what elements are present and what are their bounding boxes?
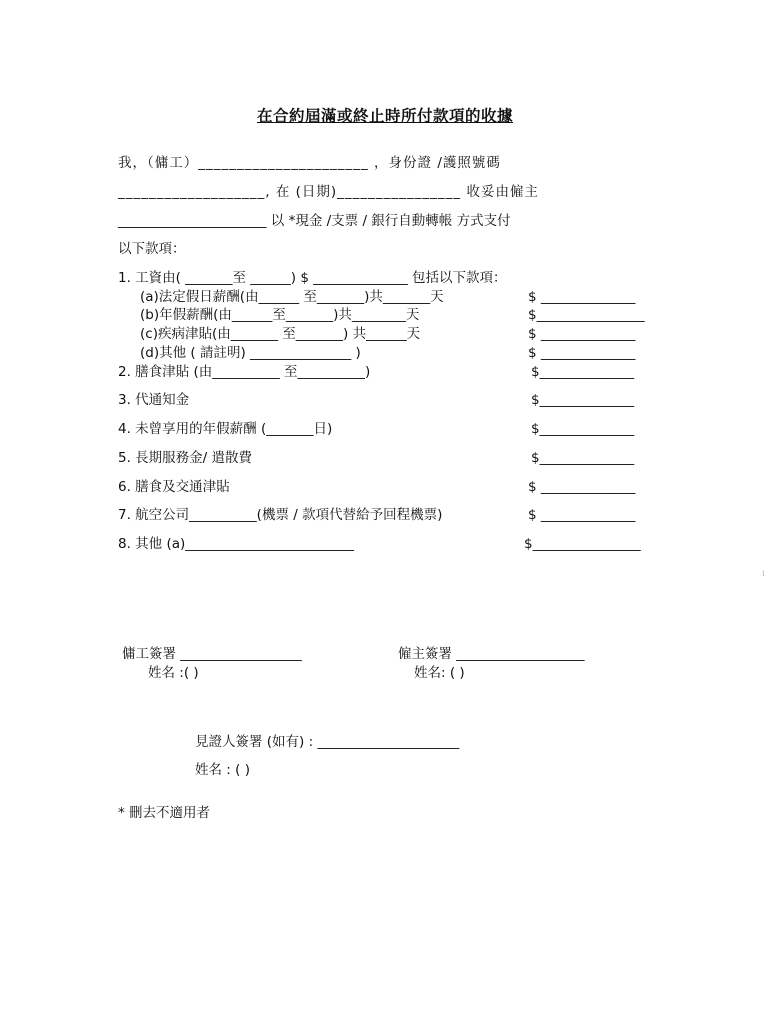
item-4-amount: $______________: [531, 421, 635, 437]
witness-signature: 見證人簽署 (如有) : _____________________: [195, 734, 460, 750]
item-1c-amount: $ ______________: [528, 326, 636, 342]
item-2-food-allowance: 2. 膳食津貼 (由__________ 至__________): [118, 364, 371, 380]
item-8-other: 8. 其他 (a)_________________________: [118, 536, 355, 552]
footnote: * 刪去不適用者: [118, 805, 211, 821]
employer-name: 姓名: ( ): [414, 665, 465, 681]
intro-line-2: ___________________, 在 (日期)________________ 收妥由僱主: [118, 184, 539, 200]
item-1d-amount: $ ______________: [528, 345, 636, 361]
item-4-untaken-leave-pay: 4. 未曾享用的年假薪酬 (_______日): [118, 421, 333, 437]
intro-line-3: ______________________ 以 *現金 /支票 / 銀行自動轉帳 方式支付: [118, 213, 511, 229]
item-1a-amount: $ ______________: [528, 289, 636, 305]
item-1c-sickness-allowance: (c)疾病津貼(由_______ 至_______) 共______天: [140, 326, 421, 342]
employer-signature: 僱主簽署 ___________________: [398, 646, 585, 662]
item-8-amount: $________________: [524, 536, 641, 552]
intro-line-4: 以下款項：: [118, 241, 186, 257]
item-5-long-service-payment: 5. 長期服務金/ 遣散費: [118, 450, 253, 466]
witness-name: 姓名 : ( ): [195, 762, 250, 778]
employee-signature: 傭工簽署 __________________: [122, 646, 302, 662]
item-1b-annual-leave-pay: (b)年假薪酬(由______至_______)共________天: [140, 307, 420, 323]
stray-mark: ⁞: [762, 569, 765, 578]
item-3-payment-in-lieu: 3. 代通知金: [118, 392, 190, 408]
item-5-amount: $______________: [531, 450, 635, 466]
item-6-food-travel-allowance: 6. 膳食及交通津貼: [118, 479, 230, 495]
employee-name: 姓名 :( ): [148, 665, 199, 681]
item-1b-amount: $________________: [528, 307, 645, 323]
item-6-amount: $ ______________: [528, 479, 636, 495]
item-1d-other: (d)其他 ( 請註明) _______________ ): [140, 345, 361, 361]
item-3-amount: $______________: [531, 392, 635, 408]
item-7-amount: $ ______________: [528, 507, 636, 523]
item-1-wages: 1. 工資由( _______至 ______) $ ______________ 包括以下款項：: [118, 270, 507, 286]
item-1a-holiday-pay: (a)法定假日薪酬(由______ 至_______)共_______天: [140, 289, 444, 305]
item-7-airline-ticket: 7. 航空公司__________(機票 / 款項代替給予回程機票): [118, 507, 443, 523]
intro-line-1: 我，（傭工）______________________ ，身份證 /護照號碼: [118, 155, 501, 171]
item-2-amount: $______________: [531, 364, 635, 380]
form-title: 在合約屆滿或終止時所付款項的收據: [256, 107, 513, 125]
